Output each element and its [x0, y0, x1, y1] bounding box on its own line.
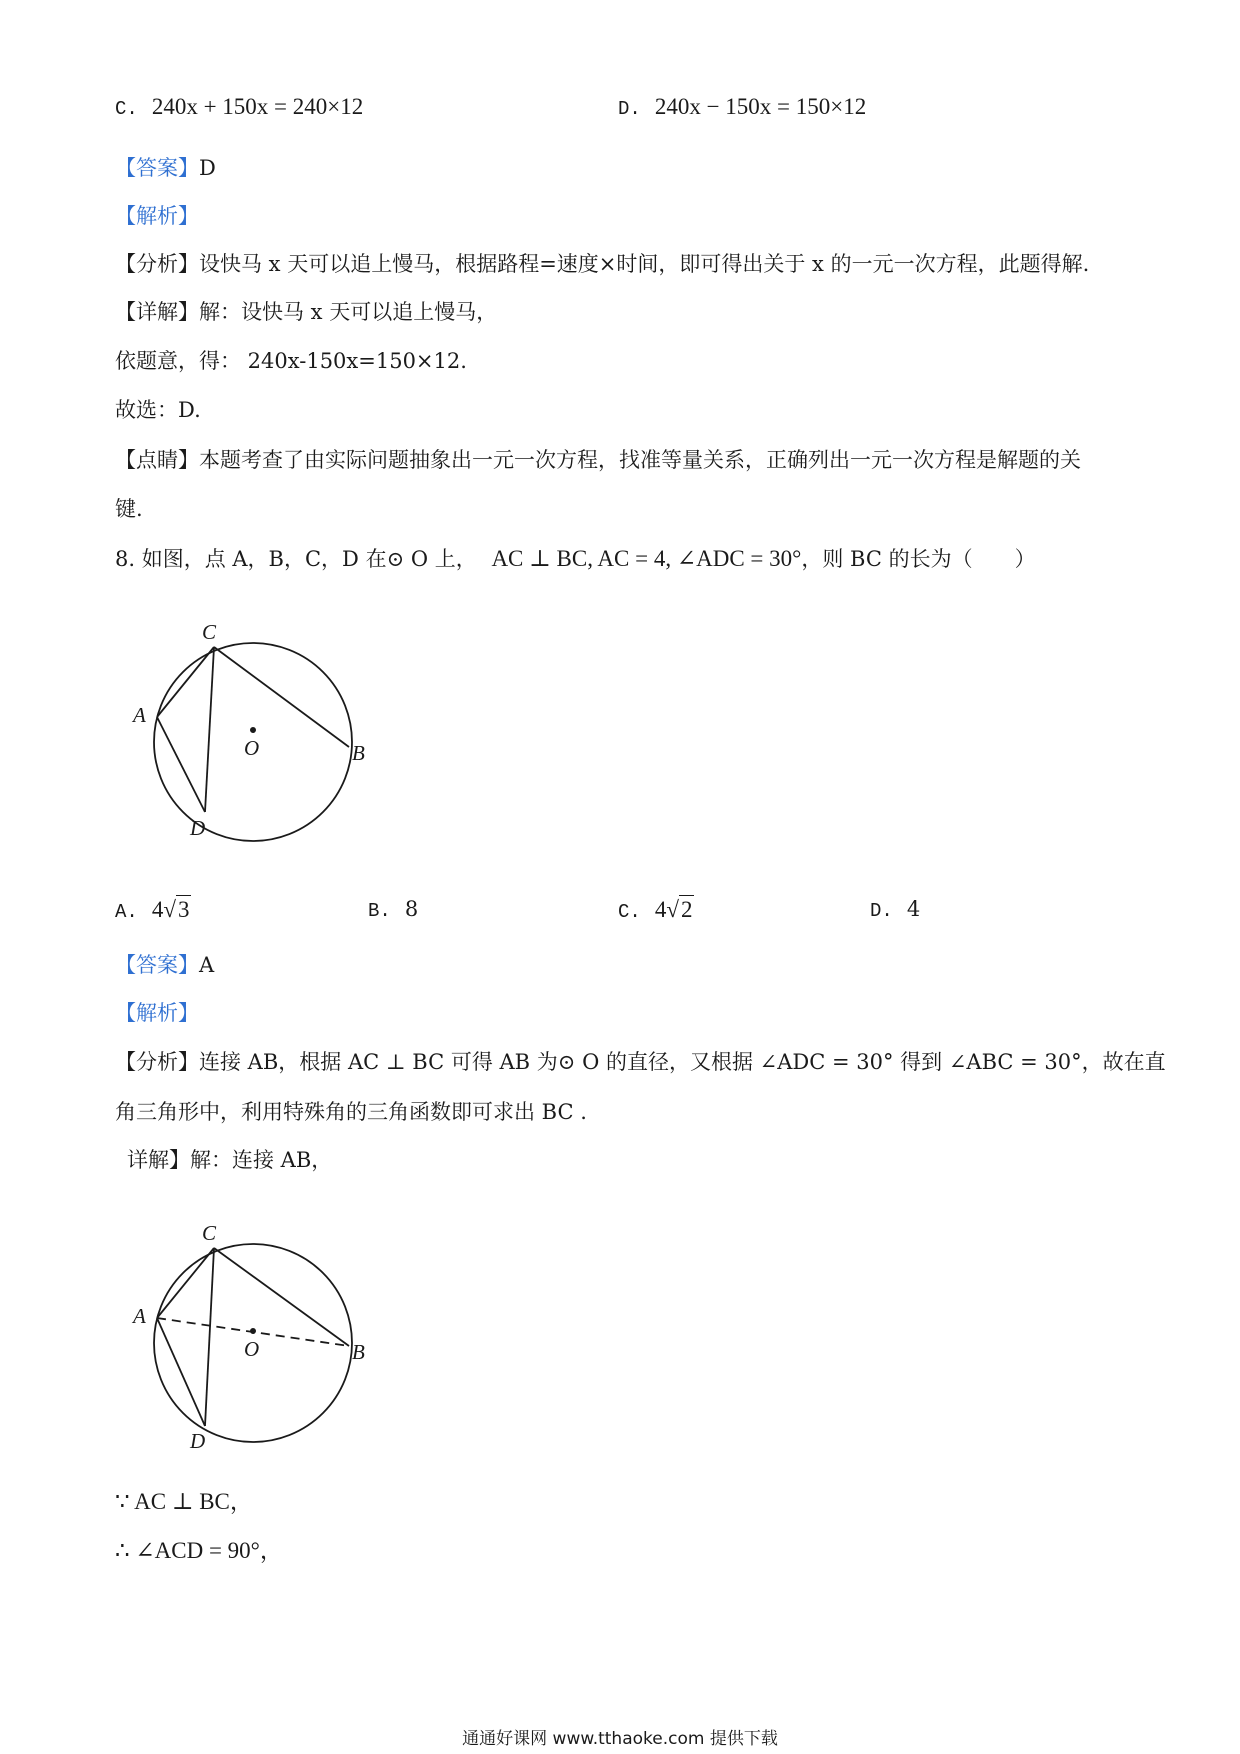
q8-step1: ∵ AC ⊥ BC， — [115, 1489, 253, 1514]
segment-ad — [157, 717, 205, 812]
label-b: B — [352, 1340, 365, 1364]
label-b: B — [352, 741, 365, 765]
center-point — [250, 1328, 256, 1334]
q7-fenxi — [115, 250, 1089, 278]
segment-cd — [205, 1248, 214, 1426]
q7-dianjing-cont: 键. — [115, 497, 143, 521]
label-d: D — [190, 1429, 206, 1453]
q8-figure-solution — [120, 1213, 400, 1453]
analysis-tag: 【解析】 — [115, 204, 199, 228]
q8-answer — [115, 951, 214, 979]
q7-option-d — [618, 93, 866, 123]
q7-step2: 故选：D. — [115, 398, 201, 422]
radicand: 2 — [680, 897, 693, 922]
label-d: D — [190, 816, 206, 840]
label-o: O — [244, 1337, 260, 1361]
q8-step2: ∴ ∠ACD = 90°， — [115, 1538, 283, 1563]
option-label: D. — [870, 900, 893, 922]
segment-ca — [157, 1248, 214, 1318]
label-o: O — [244, 736, 260, 760]
dianjing-tag: 【点睛】 — [115, 448, 199, 472]
option-expression: 240x − 150x = 150×12 — [654, 94, 867, 119]
option-expression: 240x + 150x = 240×12 — [151, 94, 364, 119]
q8-fenxi — [115, 1048, 1166, 1076]
fenxi-text: 设快马 x 天可以追上慢马，根据路程=速度×时间，即可得出关于 x 的一元一次方程，此题得解. — [199, 252, 1090, 276]
label-a: A — [133, 1304, 146, 1328]
radicand: 3 — [177, 897, 190, 922]
xiangjie-text: 解：设快马 x 天可以追上慢马， — [199, 300, 498, 324]
stem-text: 8. 如图，点 A，B，C，D 在 — [115, 547, 387, 571]
option-coefficient: 4 — [151, 897, 164, 922]
q7-dianjing — [115, 446, 1081, 474]
stem-math: AC ⊥ BC, AC = 4, ∠ADC = 30° — [491, 546, 802, 571]
label-a: A — [133, 703, 146, 727]
answer-value: D — [199, 156, 216, 180]
q8-option-d — [870, 895, 920, 925]
q7-step1: 依题意，得： 240x-150x=150×12. — [115, 349, 467, 373]
q8-option-c — [618, 895, 694, 926]
q7-xiangjie — [115, 298, 497, 326]
segment-cb — [214, 647, 349, 747]
label-c: C — [202, 620, 217, 644]
option-label: A. — [115, 901, 138, 923]
page-footer: 通通好课网 www.tthaoke.com 提供下载 — [462, 1729, 778, 1749]
segment-ca — [157, 647, 214, 717]
stem-circle: ⊙ O 上， — [386, 547, 477, 571]
answer-value: A — [199, 953, 215, 977]
sqrt-symbol: √3 — [163, 897, 190, 922]
option-label: C. — [618, 901, 641, 923]
label-c: C — [202, 1221, 217, 1245]
q8-fenxi-cont: 角三角形中，利用特殊角的三角函数即可求出 BC . — [115, 1100, 587, 1124]
fenxi-tag: 【分析】 — [115, 252, 199, 276]
q8-option-a — [115, 895, 191, 926]
option-label: B. — [368, 900, 391, 922]
q8-stem — [115, 545, 1036, 573]
xiangjie-tag: 【详解】 — [115, 300, 199, 324]
option-value: 4 — [906, 897, 921, 921]
q8-analysis-heading — [115, 999, 199, 1027]
analysis-tag: 【解析】 — [115, 1001, 199, 1025]
q7-analysis-heading — [115, 202, 199, 230]
q8-xiangjie: 详解】解：连接 AB， — [127, 1148, 333, 1172]
q7-answer — [115, 154, 216, 182]
option-value: 8 — [404, 897, 419, 921]
option-label: D. — [618, 98, 641, 120]
segment-cd — [205, 647, 214, 812]
q7-option-c — [115, 93, 363, 123]
segment-cb — [214, 1248, 349, 1346]
q8-figure — [120, 612, 400, 852]
stem-question: ，则 BC 的长为（ ） — [801, 547, 1036, 571]
option-coefficient: 4 — [654, 897, 667, 922]
answer-tag: 【答案】 — [115, 953, 199, 977]
answer-tag: 【答案】 — [115, 156, 199, 180]
fenxi-text: 连接 AB，根据 AC ⊥ BC 可得 AB 为⊙ O 的直径，又根据 ∠ADC = 30° 得到 ∠ABC = 30°，故在直 — [199, 1050, 1166, 1074]
fenxi-tag: 【分析】 — [115, 1050, 199, 1074]
center-point — [250, 727, 256, 733]
option-label: C. — [115, 98, 138, 120]
dianjing-text: 本题考查了由实际问题抽象出一元一次方程，找准等量关系，正确列出一元一次方程是解题的关 — [199, 448, 1081, 472]
q8-option-b — [368, 895, 418, 925]
sqrt-symbol: √2 — [666, 897, 693, 922]
